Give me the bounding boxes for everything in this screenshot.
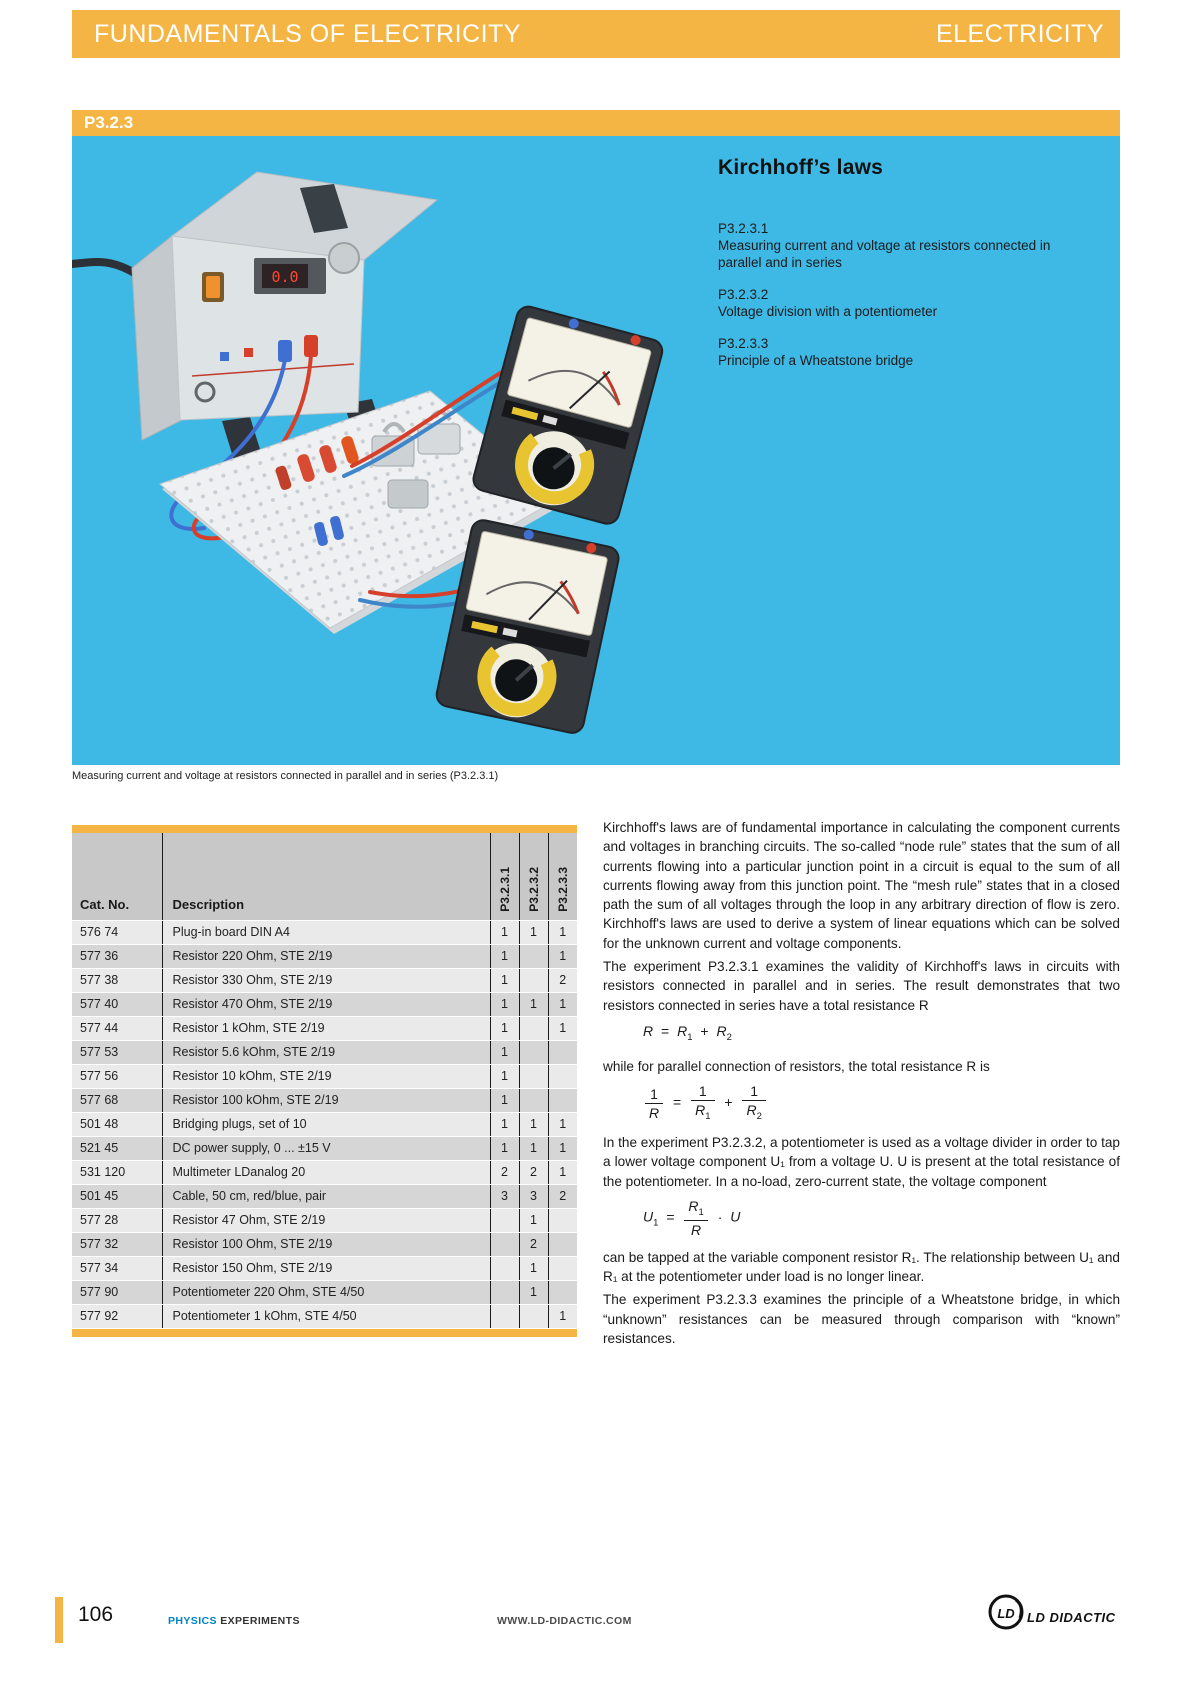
- table-row: [72, 1088, 577, 1112]
- qty-cell: [519, 968, 548, 992]
- qty-cell: [519, 1064, 548, 1088]
- table-row: [72, 1136, 577, 1160]
- multimeter-top: [471, 304, 665, 526]
- experiment-code: P3.2.3.2: [718, 287, 769, 302]
- qty-cell: 1: [548, 1016, 577, 1040]
- qty-cell: 1: [548, 1136, 577, 1160]
- cat-no-cell: 531 120: [72, 1160, 162, 1184]
- cat-no-cell: 577 53: [72, 1040, 162, 1064]
- qty-cell: 1: [519, 1136, 548, 1160]
- experiment-item: [718, 220, 1088, 271]
- table-row: [72, 1208, 577, 1232]
- description-cell: Resistor 100 Ohm, STE 2/19: [162, 1232, 490, 1256]
- table-row: [72, 1064, 577, 1088]
- qty-cell: [490, 1256, 519, 1280]
- formula-parallel-resistance: $\frac{1}{R}$ = $\frac{1}{R_1}$ + $\frac{1}{R_2}$: [643, 1083, 1120, 1123]
- cat-no-cell: 577 40: [72, 992, 162, 1016]
- qty-cell: [519, 1088, 548, 1112]
- description-cell: Bridging plugs, set of 10: [162, 1112, 490, 1136]
- description-cell: Resistor 220 Ohm, STE 2/19: [162, 944, 490, 968]
- experiment-code: P3.2.3.1: [718, 221, 769, 236]
- formula-series-resistance: $R = R_1 + R_2$: [643, 1022, 732, 1043]
- table-row: [72, 968, 577, 992]
- qty-cell: 1: [548, 920, 577, 944]
- qty-cell: [548, 1064, 577, 1088]
- description-cell: Resistor 1 kOhm, STE 2/19: [162, 1016, 490, 1040]
- qty-cell: 2: [519, 1160, 548, 1184]
- cat-no-cell: 521 45: [72, 1136, 162, 1160]
- qty-cell: [490, 1304, 519, 1328]
- table-row: [72, 920, 577, 944]
- description-header: Description: [162, 833, 490, 920]
- table-row: [72, 1184, 577, 1208]
- table-row: [72, 1040, 577, 1064]
- section-title-right: ELECTRICITY: [935, 19, 1104, 48]
- qty-cell: 1: [490, 1112, 519, 1136]
- section-code-band: P3.2.3: [72, 110, 1120, 136]
- table-row: [72, 944, 577, 968]
- cat-no-cell: 577 92: [72, 1304, 162, 1328]
- page-header-band: [72, 10, 1120, 58]
- qty-cell: 1: [519, 920, 548, 944]
- qty-cell: [519, 1304, 548, 1328]
- qty-cell: 1: [519, 1256, 548, 1280]
- description-cell: Resistor 10 kOhm, STE 2/19: [162, 1064, 490, 1088]
- description-cell: Resistor 100 kOhm, STE 2/19: [162, 1088, 490, 1112]
- cat-no-cell: 501 48: [72, 1112, 162, 1136]
- qty-cell: [548, 1088, 577, 1112]
- qty-cell: 1: [490, 1064, 519, 1088]
- cat-no-cell: 577 68: [72, 1088, 162, 1112]
- footer-accent-bar: [55, 1597, 63, 1643]
- svg-text:LD: LD: [997, 1606, 1015, 1621]
- qty-cell: 2: [548, 968, 577, 992]
- qty-cell: 1: [490, 1016, 519, 1040]
- experiment-item: [718, 286, 1088, 320]
- table-header-row: [72, 833, 577, 920]
- description-cell: Potentiometer 220 Ohm, STE 4/50: [162, 1280, 490, 1304]
- cat-no-cell: 577 36: [72, 944, 162, 968]
- qty-cell: 1: [490, 968, 519, 992]
- table-accent-bottom: [72, 1329, 577, 1337]
- article-paragraph: Kirchhoff's laws are of fundamental importance in calculating the component currents and voltages in branching circuits. The so-called “node rule” states that the sum of all currents flowing into a particular junction point in a circuit is equal to the sum of all currents flowing away from this junction point. The “mesh rule” states that in a closed path the sum of all voltages through the loop in any arbitrary direction of flow is zero. Kirchhoff's laws are used to derive a system of linear equations which can be solved for the unknown current and voltage components.: [603, 820, 1120, 951]
- description-cell: DC power supply, 0 ... ±15 V: [162, 1136, 490, 1160]
- cat-no-cell: 577 32: [72, 1232, 162, 1256]
- qty-cell: 2: [548, 1184, 577, 1208]
- cat-no-cell: 576 74: [72, 920, 162, 944]
- ld-logo-icon: [983, 1590, 1123, 1638]
- cat-no-cell: 577 28: [72, 1208, 162, 1232]
- svg-text:LD DIDACTIC: LD DIDACTIC: [1027, 1610, 1116, 1625]
- description-cell: Potentiometer 1 kOhm, STE 4/50: [162, 1304, 490, 1328]
- photo-caption: Measuring current and voltage at resistors connected in parallel and in series (P3.2.3.1): [72, 770, 499, 782]
- table-row: [72, 1160, 577, 1184]
- table-row: [72, 992, 577, 1016]
- description-cell: Resistor 5.6 kOhm, STE 2/19: [162, 1040, 490, 1064]
- table-row: [72, 1256, 577, 1280]
- qty-cell: 1: [490, 1040, 519, 1064]
- cat-no-cell: 577 44: [72, 1016, 162, 1040]
- cat-no-cell: 501 45: [72, 1184, 162, 1208]
- experiment-label: Measuring current and voltage at resistors connected in parallel and in series: [718, 238, 1051, 270]
- display-value: 0.0: [271, 268, 299, 286]
- qty-cell: 1: [490, 944, 519, 968]
- footer-url: WWW.LD-DIDACTIC.COM: [497, 1615, 632, 1627]
- table-row: [72, 1232, 577, 1256]
- qty-cell: 1: [490, 992, 519, 1016]
- experiment-photo-panel: [72, 136, 1120, 765]
- power-cord: [72, 262, 136, 274]
- article-paragraph: The experiment P3.2.3.3 examines the principle of a Wheatstone bridge, in which “unknown” resistances can be measured through comparison with “known” resistances.: [603, 1292, 1120, 1347]
- article-paragraph: can be tapped at the variable component resistor R₁. The relationship between U₁ and R₁ at the potentiometer under load is no longer linear.: [603, 1249, 1120, 1285]
- table-row: [72, 1304, 577, 1328]
- page-number: 106: [78, 1603, 114, 1626]
- description-cell: Resistor 470 Ohm, STE 2/19: [162, 992, 490, 1016]
- article-paragraph: while for parallel connection of resistors, the total resistance R is: [603, 1059, 990, 1075]
- ld-didactic-logo: [983, 1590, 1123, 1643]
- description-cell: Multimeter LDanalog 20: [162, 1160, 490, 1184]
- cat-no-cell: 577 90: [72, 1280, 162, 1304]
- qty-cell: 1: [519, 992, 548, 1016]
- qty-cell: 1: [548, 1160, 577, 1184]
- experiment-group-title: Kirchhoff’s laws: [718, 156, 883, 179]
- qty-cell: 1: [548, 944, 577, 968]
- qty-cell: [548, 1232, 577, 1256]
- qty-cell: [490, 1208, 519, 1232]
- qty-cell: [519, 944, 548, 968]
- qty-cell: [548, 1280, 577, 1304]
- qty-cell: 1: [548, 1304, 577, 1328]
- cat-no-cell: 577 34: [72, 1256, 162, 1280]
- qty-cell: 1: [490, 920, 519, 944]
- chapter-title: FUNDAMENTALS OF ELECTRICITY: [94, 19, 521, 48]
- cat-no-cell: 577 38: [72, 968, 162, 992]
- table-row: [72, 1016, 577, 1040]
- description-cell: Resistor 330 Ohm, STE 2/19: [162, 968, 490, 992]
- article-paragraph: In the experiment P3.2.3.2, a potentiometer is used as a voltage divider in order to tap a lower voltage component U₁ from a voltage U. U is present at the total resistance of the potentiometer. In a no-load, zero-current state, the voltage component: [603, 1135, 1120, 1189]
- table-row: [72, 1280, 577, 1304]
- description-cell: Resistor 47 Ohm, STE 2/19: [162, 1208, 490, 1232]
- formula-voltage-divider: $U_1$ = $\frac{R_1}{R}$ · U: [643, 1198, 741, 1238]
- qty-cell: 3: [490, 1184, 519, 1208]
- qty-cell: 1: [519, 1112, 548, 1136]
- experiment-code: P3.2.3.3: [718, 336, 769, 351]
- article-column: [603, 818, 1120, 1352]
- table-row: [72, 1112, 577, 1136]
- qty-cell: [490, 1232, 519, 1256]
- qty-cell: 1: [548, 1112, 577, 1136]
- table-accent-top: [72, 825, 577, 833]
- qty-cell: 1: [548, 992, 577, 1016]
- description-cell: Resistor 150 Ohm, STE 2/19: [162, 1256, 490, 1280]
- description-cell: Cable, 50 cm, red/blue, pair: [162, 1184, 490, 1208]
- qty-cell: [519, 1016, 548, 1040]
- footer-series-label: PHYSICS EXPERIMENTS: [168, 1615, 300, 1627]
- experiment-item: [718, 335, 1088, 369]
- adjust-knob: [329, 243, 359, 273]
- col-header-p3233: P3.2.3.3: [555, 866, 570, 912]
- qty-cell: [490, 1280, 519, 1304]
- qty-cell: [519, 1040, 548, 1064]
- qty-cell: 1: [519, 1208, 548, 1232]
- qty-cell: 1: [519, 1280, 548, 1304]
- qty-cell: [548, 1256, 577, 1280]
- qty-cell: 3: [519, 1184, 548, 1208]
- experiment-label: Principle of a Wheatstone bridge: [718, 353, 914, 368]
- qty-cell: 1: [490, 1088, 519, 1112]
- qty-cell: [548, 1040, 577, 1064]
- cat-no-header: Cat. No.: [72, 833, 162, 920]
- qty-cell: 1: [490, 1136, 519, 1160]
- equipment-table: [72, 825, 577, 1337]
- article-paragraph: The experiment P3.2.3.1 examines the validity of Kirchhoff's laws in circuits with resistors connected in parallel and in series. The result demonstrates that two resistors connected in series have a total resistance R: [603, 959, 1120, 1013]
- cat-no-cell: 577 56: [72, 1064, 162, 1088]
- equipment-photo: [72, 136, 732, 765]
- equipment-table-body: [72, 920, 577, 1328]
- qty-cell: 2: [519, 1232, 548, 1256]
- description-cell: Plug-in board DIN A4: [162, 920, 490, 944]
- col-header-p3231: P3.2.3.1: [497, 866, 512, 912]
- col-header-p3232: P3.2.3.2: [526, 866, 541, 912]
- qty-cell: [548, 1208, 577, 1232]
- experiment-list: [718, 156, 1088, 369]
- qty-cell: 2: [490, 1160, 519, 1184]
- experiment-label: Voltage division with a potentiometer: [718, 304, 938, 319]
